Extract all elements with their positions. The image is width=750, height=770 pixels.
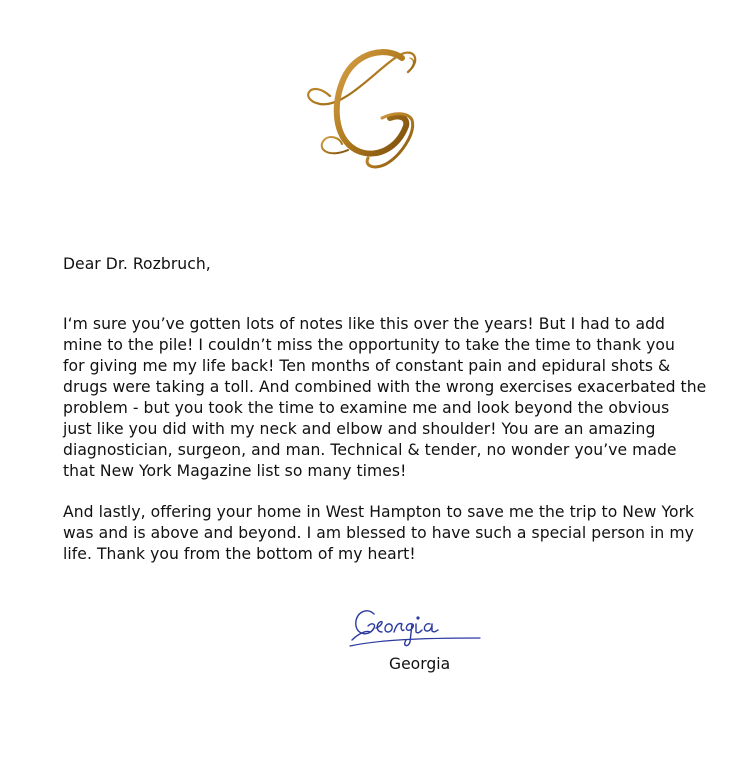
paragraph-line: was and is above and beyond. I am blessed to have such a special person in my	[63, 524, 694, 542]
paragraph-line: I‘m sure you’ve gotten lots of notes like this over the years! But I had to add	[63, 315, 666, 333]
paragraph-line: problem - but you took the time to examine me and look beyond the obvious	[63, 399, 670, 417]
letter-paragraph-2	[63, 502, 713, 565]
paragraph-line: mine to the pile! I couldn’t miss the opportunity to take the time to thank you	[63, 336, 675, 354]
paragraph-line: just like you did with my neck and elbow and shoulder! You are an amazing	[63, 420, 656, 438]
paragraph-line: life. Thank you from the bottom of my heart!	[63, 545, 416, 563]
signoff-name: Georgia	[389, 655, 451, 673]
paragraph-line: that New York Magazine list so many times!	[63, 462, 407, 480]
paragraph-line: drugs were taking a toll. And combined with the wrong exercises exacerbated the	[63, 378, 707, 396]
paragraph-line: And lastly, offering your home in West Hampton to save me the trip to New York	[63, 503, 695, 521]
monogram-logo	[290, 38, 440, 178]
paragraph-line: diagnostician, surgeon, and man. Technical & tender, no wonder you’ve made	[63, 441, 677, 459]
greeting-text: Dear Dr. Rozbruch,	[63, 255, 211, 273]
paragraph-line: for giving me my life back! Ten months of constant pain and epidural shots &	[63, 357, 671, 375]
greeting	[63, 254, 713, 275]
letter-paragraph-1	[63, 314, 713, 482]
handwritten-signature	[348, 600, 483, 650]
